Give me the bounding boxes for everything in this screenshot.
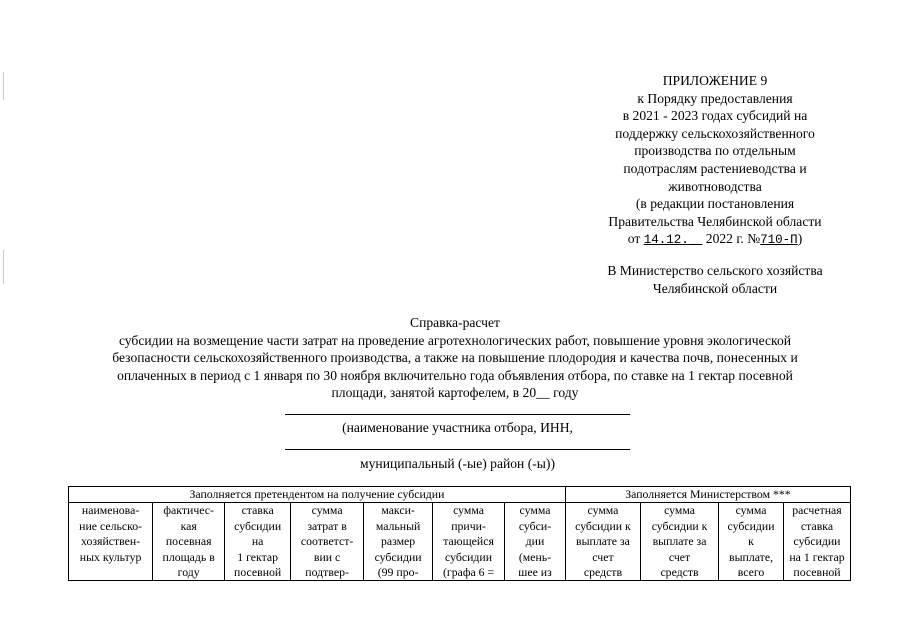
header-text-line: наименова- (81, 503, 140, 518)
addressee-line: В Министерство сельского хозяйства (607, 263, 823, 278)
group-ministry-header: Заполняется Министерством *** (565, 487, 850, 503)
handwritten-date: 14.12. (643, 233, 689, 248)
header-text-line: субсидии к (651, 518, 708, 533)
table-column-header-row (69, 503, 851, 581)
header-text-line: субси- (518, 518, 552, 533)
column-header-subsidy-lesser (505, 503, 566, 581)
header-text-line: подтвер- (305, 565, 349, 580)
header-text-line: хозяйствен- (81, 534, 141, 549)
header-text-line: вии с (313, 549, 341, 564)
header-text-line: тающейся (443, 534, 494, 549)
column-header-rate-per-hectare (225, 503, 291, 581)
date-blank (689, 231, 703, 246)
column-header-costs-amount (291, 503, 364, 581)
title-line: субсидии на возмещение части затрат на проведение агротехнологических работ, повышение уровня экологической (118, 332, 792, 348)
header-text-line: субсидии (727, 518, 775, 533)
header-text-line: субсидии (793, 534, 841, 549)
header-text-line: субсидии (374, 549, 422, 564)
appendix-line: (в редакции постановления (635, 196, 795, 212)
header-text-line: посевной (793, 565, 841, 580)
header-text-line: мальный (375, 518, 421, 533)
participant-hint: (наименование участника отбора, ИНН, (342, 420, 573, 435)
header-text-line: сумма (311, 503, 343, 518)
header-text-line: площадь в (162, 549, 215, 564)
header-text-line: посевная (165, 534, 212, 549)
scan-edge-mark (3, 72, 4, 100)
appendix-line: производства по отдельным (634, 143, 796, 159)
title-line: безопасности сельскохозяйственного производства, а также на повышение плодородия и качества почв, понесенных и (112, 350, 798, 366)
scan-edge-mark (3, 250, 4, 284)
header-text-line: сумма (587, 503, 619, 518)
appendix-line: Правительства Челябинской области (608, 213, 822, 229)
header-text-line: затрат в (307, 518, 347, 533)
appendix-header (560, 72, 870, 250)
header-text-line: сумма (735, 503, 767, 518)
appendix-line: подотраслям растениеводства и (623, 160, 807, 176)
header-text-line: ние сельско- (79, 518, 143, 533)
appendix-line: к Порядку предоставления (637, 90, 793, 106)
document-heading: Справка-расчет (410, 315, 500, 330)
header-text-line: ных культур (79, 549, 142, 564)
header-text-line: выплате за (652, 534, 707, 549)
column-header-payout-source-1 (565, 503, 640, 581)
column-header-payout-source-2 (640, 503, 718, 581)
subsidy-calculation-table (68, 486, 851, 581)
header-text-line: причи- (451, 518, 486, 533)
date-close: ) (797, 231, 803, 247)
appendix-line: поддержку сельскохозяйственного (615, 125, 815, 141)
header-text-line: всего (737, 565, 765, 580)
header-text-line: (графа 6 = (442, 565, 495, 580)
header-text-line: на (251, 534, 264, 549)
header-text-line: ставка (800, 518, 834, 533)
resolution-date-line (560, 230, 870, 250)
header-text-line: дии (525, 534, 545, 549)
header-text-line: соответст- (300, 534, 354, 549)
header-text-line: году (177, 565, 200, 580)
addressee-line: Челябинской области (652, 280, 778, 296)
header-text-line: сумма (664, 503, 695, 518)
header-text-line: посевной (234, 565, 282, 580)
header-text-line: средств (660, 565, 699, 580)
header-text-line: выплате, (729, 549, 774, 564)
group-applicant-header: Заполняется претендентом на получение субсидии (69, 487, 566, 503)
header-text-line: средств (583, 565, 623, 580)
district-hint: муниципальный (-ые) район (-ы)) (360, 456, 555, 471)
header-text-line: счет (668, 549, 691, 564)
header-text-line: шее из (518, 565, 552, 580)
header-text-line: субсидии (445, 549, 493, 564)
header-text-line: выплате за (576, 534, 630, 549)
header-text-line: ставка (241, 503, 274, 518)
header-text-line: размер (380, 534, 416, 549)
header-text-line: 1 гектар (237, 549, 279, 564)
column-header-actual-area (153, 503, 225, 581)
district-fill-line (285, 449, 630, 450)
participant-fill-line (285, 414, 630, 415)
header-text-line: фактичес- (163, 503, 214, 518)
date-year: 2022 г. № (705, 231, 761, 247)
column-header-payout-total (719, 503, 784, 581)
title-line: оплаченных в период с 1 января по 30 ноября включительно года объявления отбора, по ставке на 1 гектар посевной (117, 367, 793, 383)
column-header-max-subsidy (364, 503, 433, 581)
addressee-block (560, 262, 870, 297)
header-text-line: к (748, 534, 754, 549)
title-line: площади, занятой картофелем, в 20__ году (331, 385, 579, 401)
header-text-line: кая (180, 518, 197, 533)
column-header-crop-name (69, 503, 153, 581)
date-prefix: от (627, 231, 644, 247)
header-text-line: на 1 гектар (789, 549, 845, 564)
column-header-due-subsidy (433, 503, 505, 581)
appendix-line: в 2021 - 2023 годах субсидий на (622, 108, 808, 124)
header-text-line: субсидии к (575, 518, 631, 533)
header-text-line: субсидии (234, 518, 282, 533)
header-text-line: (мень- (518, 549, 552, 564)
header-text-line: сумма (453, 503, 485, 518)
document-title (30, 314, 880, 402)
header-text-line: сумма (519, 503, 551, 518)
header-text-line: счет (592, 549, 614, 564)
appendix-title: ПРИЛОЖЕНИЕ 9 (662, 73, 768, 88)
header-text-line: расчетная (792, 503, 842, 518)
column-header-calculated-rate (783, 503, 850, 581)
header-text-line: макси- (381, 503, 415, 518)
appendix-line: животноводства (668, 178, 762, 194)
handwritten-number: 710-П (760, 233, 798, 248)
table-group-row (69, 487, 851, 503)
header-text-line: (99 про- (377, 565, 419, 580)
